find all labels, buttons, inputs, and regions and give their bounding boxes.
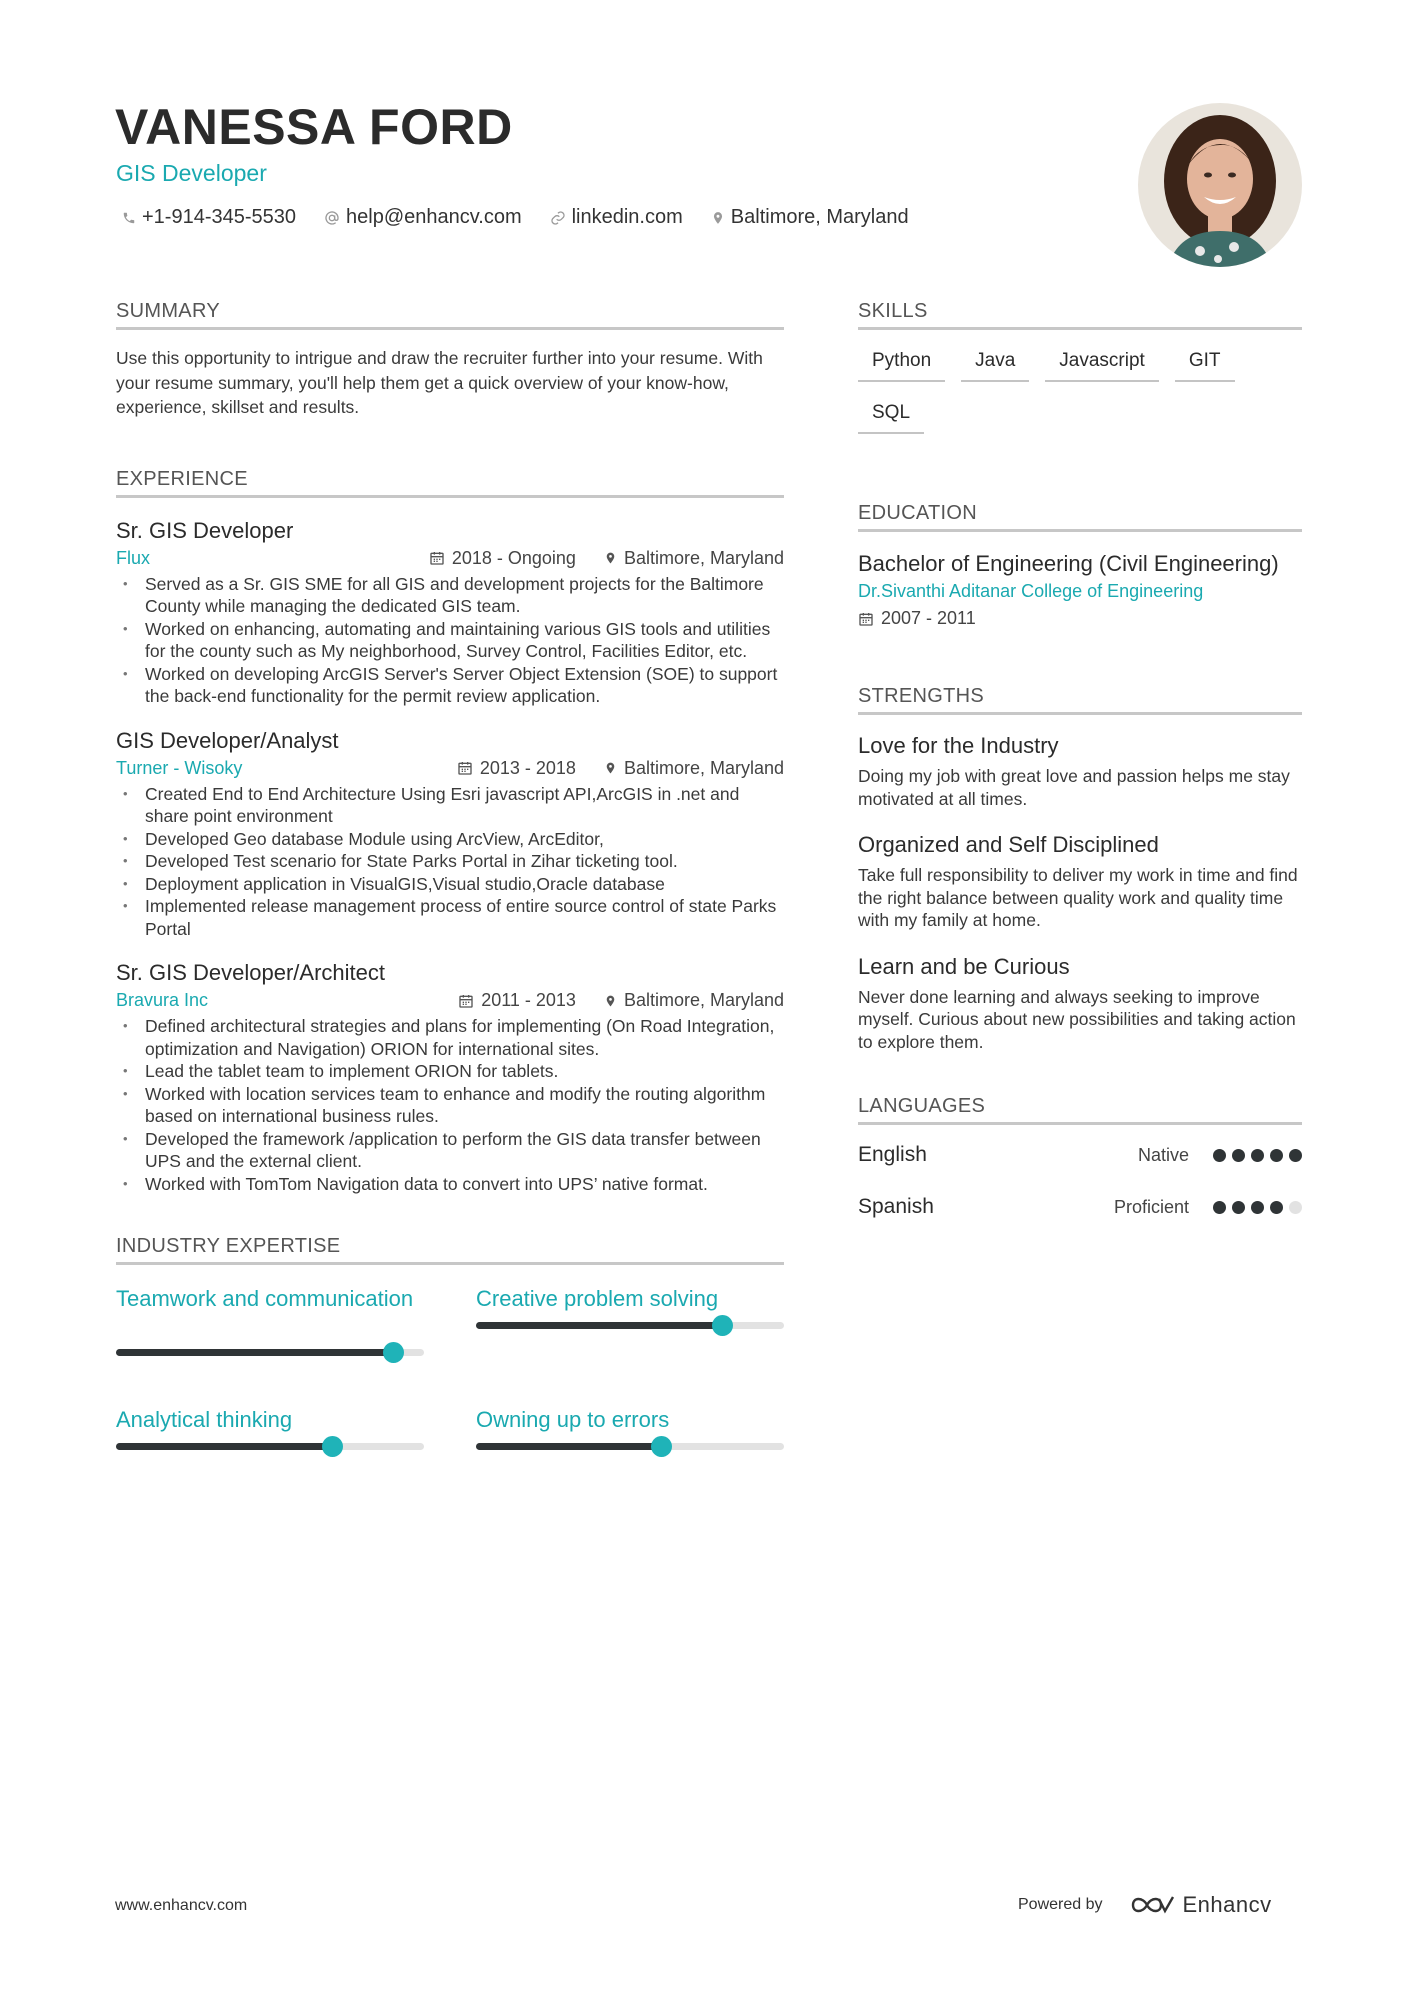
job-meta [116, 990, 784, 1011]
calendar-icon [458, 993, 474, 1009]
job-dates [458, 990, 576, 1011]
contact-email[interactable] [324, 206, 522, 229]
job-location [604, 990, 784, 1011]
language-dots [1207, 1149, 1302, 1162]
brand-name: Enhancv [1182, 1892, 1272, 1917]
expertise-bar-knob [651, 1436, 672, 1457]
at-icon [324, 210, 340, 226]
expertise-bar-knob [383, 1342, 404, 1363]
strength-title: Organized and Self Disciplined [858, 832, 1159, 857]
language-dot-filled [1213, 1201, 1226, 1214]
strength-item [858, 733, 1302, 810]
skill-tag: GIT [1175, 344, 1235, 382]
job-entry [116, 960, 784, 1195]
education-degree: Bachelor of Engineering (Civil Engineering) [858, 551, 1279, 576]
language-row [858, 1129, 1302, 1181]
language-dot-filled [1232, 1149, 1245, 1162]
enhancv-logo-icon [1129, 1893, 1175, 1917]
skill-tag: Python [858, 344, 945, 382]
expertise-bar [476, 1322, 784, 1329]
strength-title: Love for the Industry [858, 733, 1059, 758]
location-pin-icon [711, 210, 725, 226]
job-location [604, 548, 784, 569]
candidate-title: GIS Developer [116, 160, 267, 186]
bullet-item: • Implemented release management process of entire source control of state Parks Portal [116, 895, 784, 940]
job-bullets [116, 783, 784, 941]
language-dot-filled [1213, 1149, 1226, 1162]
bullet-item: • Worked on developing ArcGIS Server's Server Object Extension (SOE) to support the back-end functionality for the permit review application. [116, 663, 784, 708]
strength-desc: Never done learning and always seeking to improve myself. Curious about new possibilities and taking action to explore them. [858, 986, 1296, 1052]
bullet-item: • Defined architectural strategies and plans for implementing (On Road Integration, optimization and Navigation) ORION for international sites. [116, 1015, 784, 1060]
language-level: Proficient [1113, 1196, 1189, 1217]
strength-desc: Doing my job with great love and passion helps me stay motivated at all times. [858, 766, 1290, 809]
expertise-grid [116, 1285, 784, 1527]
language-level: Native [1137, 1144, 1189, 1165]
bullet-item: • Developed Test scenario for State Parks Portal in Zihar ticketing tool. [116, 850, 784, 873]
skill-tag: Javascript [1045, 344, 1159, 382]
expertise-bar [476, 1443, 784, 1450]
language-dot-empty [1289, 1201, 1302, 1214]
location-pin-icon [604, 760, 617, 776]
strength-item [858, 954, 1302, 1054]
language-row [858, 1181, 1302, 1233]
expertise-label: Creative problem solving [476, 1286, 719, 1311]
email-text: help@enhancv.com [346, 206, 522, 228]
job-location-text: Baltimore, Maryland [623, 757, 784, 778]
education-school: Dr.Sivanthi Aditanar College of Engineering [858, 581, 1204, 601]
languages-section [858, 1095, 1302, 1233]
job-meta [116, 758, 784, 779]
expertise-bar-fill [476, 1443, 661, 1450]
strengths-heading: STRENGTHS [858, 685, 1302, 715]
skills-section [858, 300, 1302, 448]
strength-item [858, 832, 1302, 932]
education-dates [858, 608, 1302, 629]
expertise-heading: INDUSTRY EXPERTISE [116, 1235, 784, 1265]
contact-bar [122, 206, 937, 229]
calendar-icon [457, 760, 473, 776]
summary-heading: SUMMARY [116, 300, 784, 330]
link-icon [550, 210, 566, 226]
company-name: Flux [116, 547, 151, 568]
footer-branding [1018, 1892, 1272, 1918]
contact-location [711, 206, 909, 229]
job-bullets [116, 1015, 784, 1195]
expertise-bar [116, 1349, 424, 1356]
bullet-item: • Developed Geo database Module using ArcView, ArcEditor, [116, 828, 784, 851]
bullet-item: • Developed the framework /application to perform the GIS data transfer between UPS and the external client. [116, 1128, 784, 1173]
language-name: English [858, 1143, 927, 1166]
language-dot-filled [1251, 1201, 1264, 1214]
job-entry [116, 728, 784, 941]
languages-heading: LANGUAGES [858, 1095, 1302, 1125]
expertise-bar-knob [322, 1436, 343, 1457]
language-dot-filled [1232, 1201, 1245, 1214]
contact-phone[interactable] [122, 206, 296, 229]
job-title: Sr. GIS Developer/Architect [116, 960, 385, 985]
bullet-item: • Served as a Sr. GIS SME for all GIS and development projects for the Baltimore County while managing the dedicated GIS team. [116, 573, 784, 618]
strengths-section [858, 685, 1302, 1053]
phone-text: +1-914-345-5530 [142, 206, 297, 228]
location-text: Baltimore, Maryland [730, 206, 909, 228]
expertise-label: Owning up to errors [476, 1407, 670, 1432]
education-heading: EDUCATION [858, 502, 1302, 532]
bullet-item: • Deployment application in VisualGIS,Visual studio,Oracle database [116, 873, 784, 896]
expertise-label: Analytical thinking [116, 1407, 293, 1432]
candidate-name: VANESSA FORD [115, 99, 513, 155]
calendar-icon [858, 611, 874, 627]
language-dot-filled [1270, 1201, 1283, 1214]
powered-by-text: Powered by [1018, 1896, 1103, 1913]
job-dates [429, 548, 576, 569]
expertise-bar-fill [476, 1322, 722, 1329]
expertise-bar [116, 1443, 424, 1450]
skill-tag: Java [961, 344, 1029, 382]
calendar-icon [429, 550, 445, 566]
summary-text: Use this opportunity to intrigue and draw the recruiter further into your resume. With your resume summary, you'll help them get a quick overview of your know-how, experience, skillset and results. [116, 348, 763, 417]
job-dates [457, 758, 576, 779]
expertise-item [116, 1285, 424, 1406]
education-section [858, 502, 1302, 629]
expertise-item [476, 1285, 784, 1406]
strength-desc: Take full responsibility to deliver my work in time and find the right balance between quality work and quality time with my family at home. [858, 865, 1298, 930]
job-location-text: Baltimore, Maryland [623, 547, 784, 568]
skills-list [858, 344, 1302, 448]
job-dates-text: 2018 - Ongoing [451, 547, 576, 568]
expertise-bar-fill [116, 1443, 332, 1450]
experience-section [116, 468, 784, 1196]
left-column [116, 300, 784, 1527]
skill-tag: SQL [858, 396, 924, 434]
job-dates-text: 2013 - 2018 [479, 757, 576, 778]
phone-icon [122, 211, 136, 225]
experience-heading: EXPERIENCE [116, 468, 784, 498]
expertise-bar-fill [116, 1349, 393, 1356]
expertise-item [116, 1406, 424, 1527]
linkedin-text: linkedin.com [571, 206, 683, 228]
job-title: Sr. GIS Developer [116, 517, 294, 543]
language-dot-filled [1251, 1149, 1264, 1162]
bullet-item: • Worked on enhancing, automating and maintaining various GIS tools and utilities for the county such as My neighborhood, Survey Control, Facilities Editor, etc. [116, 618, 784, 663]
expertise-label: Teamwork and communication [116, 1286, 414, 1311]
language-dot-filled [1270, 1149, 1283, 1162]
language-dots [1207, 1201, 1302, 1214]
profile-photo [1138, 103, 1302, 267]
job-location-text: Baltimore, Maryland [623, 990, 784, 1010]
contact-linkedin[interactable] [550, 206, 683, 229]
bullet-item: • Worked with TomTom Navigation data to convert into UPS’ native format. [116, 1173, 784, 1196]
right-column [858, 300, 1302, 1233]
job-meta [116, 548, 784, 569]
expertise-bar-knob [712, 1315, 733, 1336]
job-bullets [116, 573, 784, 708]
expertise-section [116, 1235, 784, 1527]
company-name: Bravura Inc [116, 990, 209, 1010]
summary-section [116, 300, 784, 420]
location-pin-icon [604, 550, 617, 566]
language-name: Spanish [858, 1195, 934, 1218]
bullet-item: • Lead the tablet team to implement ORION for tablets. [116, 1060, 784, 1083]
strength-title: Learn and be Curious [858, 953, 1070, 979]
location-pin-icon [604, 993, 617, 1009]
footer-website[interactable]: www.enhancv.com [115, 1897, 248, 1914]
company-name: Turner - Wisoky [116, 757, 243, 778]
bullet-item: • Created End to End Architecture Using Esri javascript API,ArcGIS in .net and share point environment [116, 783, 784, 828]
skills-heading: SKILLS [858, 300, 1302, 330]
language-dot-filled [1289, 1149, 1302, 1162]
job-location [604, 758, 784, 779]
job-title: GIS Developer/Analyst [116, 727, 339, 753]
job-dates-text: 2011 - 2013 [481, 990, 576, 1010]
education-dates-text: 2007 - 2011 [881, 608, 976, 628]
bullet-item: • Worked with location services team to enhance and modify the routing algorithm based on international business rules. [116, 1083, 784, 1128]
job-entry [116, 518, 784, 708]
expertise-item [476, 1406, 784, 1527]
